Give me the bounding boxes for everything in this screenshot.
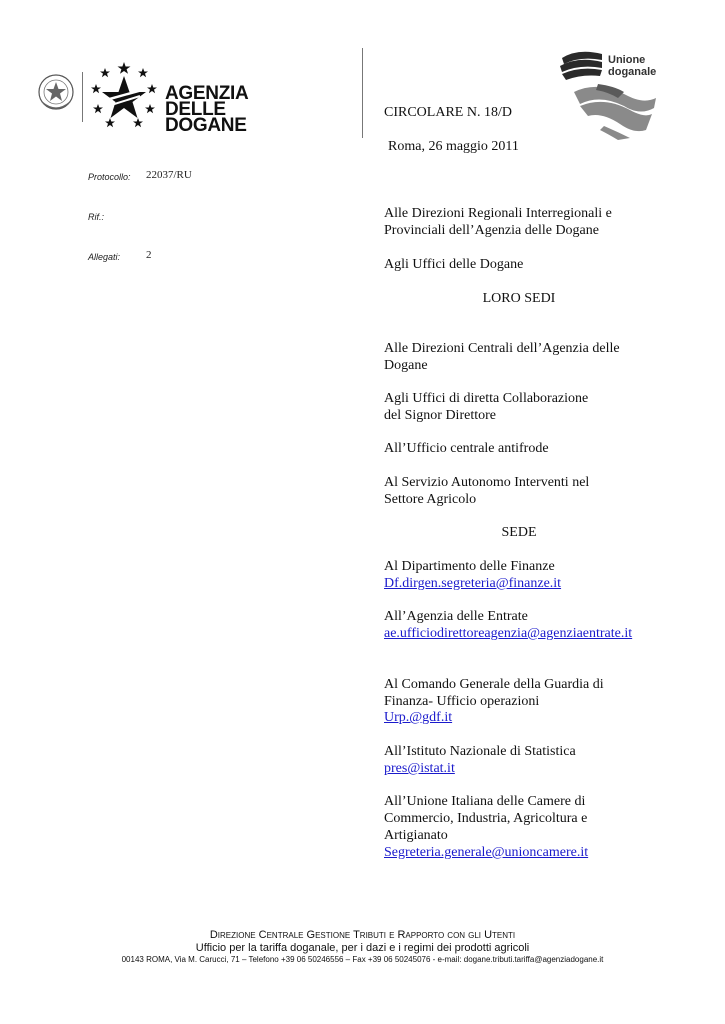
recipient-finance-department: Al Dipartimento delle Finanze	[384, 559, 555, 574]
recipient-unioncamere: All’Unione Italiana delle Camere di Commercio, Industria, Agricoltura e Artigianato	[384, 794, 588, 843]
guardia-di-finanza-email-link[interactable]: Urp.@gdf.it	[384, 710, 453, 725]
italian-republic-emblem	[36, 72, 76, 114]
unione-doganale-logo-text	[608, 54, 656, 78]
union-logo-line-1: Unione	[608, 54, 646, 66]
footer-directorate: Direzione Centrale Gestione Tributi e Rapporto con gli Utenti	[209, 929, 516, 941]
footer-office: Ufficio per la tariffa doganale, per i dazi e i regimi dei prodotti agricoli	[195, 942, 530, 954]
sede-label: SEDE	[501, 525, 537, 540]
header-divider	[362, 48, 363, 138]
agency-logo-line-2: DELLE	[165, 99, 226, 120]
circular-number: CIRCOLARE N. 18/D	[384, 105, 512, 120]
recipient-customs-offices: Agli Uffici delle Dogane	[384, 257, 524, 272]
rif-label: Rif.:	[88, 212, 105, 222]
footer-contacts: 00143 ROMA, Via M. Carucci, 71 – Telefono +39 06 50246556 – Fax +39 06 50245076 - e-mail: dogane.tributi.tariffa@agenziadogane.it	[121, 955, 604, 964]
protocollo-value: 22037/RU	[146, 169, 192, 181]
finance-department-email-link[interactable]: Df.dirgen.segreteria@finanze.it	[384, 576, 562, 591]
allegati-value: 2	[146, 249, 152, 261]
recipient-istat: All’Istituto Nazionale di Statistica	[384, 744, 576, 759]
recipient-antifraud-office: All’Ufficio centrale antifrode	[384, 441, 549, 456]
recipient-central-directorates: Alle Direzioni Centrali dell’Agenzia delle Dogane	[384, 341, 620, 373]
agency-logo-line-3: DOGANE	[165, 115, 247, 136]
allegati-label: Allegati:	[88, 252, 121, 262]
emblem-divider	[82, 72, 83, 122]
recipient-agricultural-service: Al Servizio Autonomo Interventi nel Settore Agricolo	[384, 475, 590, 507]
protocollo-label: Protocollo:	[88, 172, 131, 182]
union-logo-line-2: doganale	[608, 66, 657, 78]
recipient-revenue-agency: All’Agenzia delle Entrate	[384, 609, 528, 624]
recipient-guardia-di-finanza: Al Comando Generale della Guardia di Finanza- Ufficio operazioni	[384, 677, 604, 709]
agency-star-logo-icon	[88, 62, 160, 130]
unione-doganale-logo	[558, 44, 662, 140]
place-date: Roma, 26 maggio 2011	[388, 139, 519, 154]
agency-logo-text	[165, 83, 249, 136]
agency-logo-line-1: AGENZIA	[165, 83, 249, 104]
istat-email-link[interactable]: pres@istat.it	[384, 761, 455, 776]
loro-sedi-label: LORO SEDI	[482, 291, 556, 306]
recipient-collaboration-offices: Agli Uffici di diretta Collaborazione del Signor Direttore	[384, 391, 589, 423]
revenue-agency-email-link[interactable]: ae.ufficiodirettoreagenzia@agenziaentrate.it	[384, 626, 633, 641]
recipient-regional-directorates: Alle Direzioni Regionali Interregionali e Provinciali dell’Agenzia delle Dogane	[384, 206, 612, 238]
unioncamere-email-link[interactable]: Segreteria.generale@unioncamere.it	[384, 845, 589, 860]
